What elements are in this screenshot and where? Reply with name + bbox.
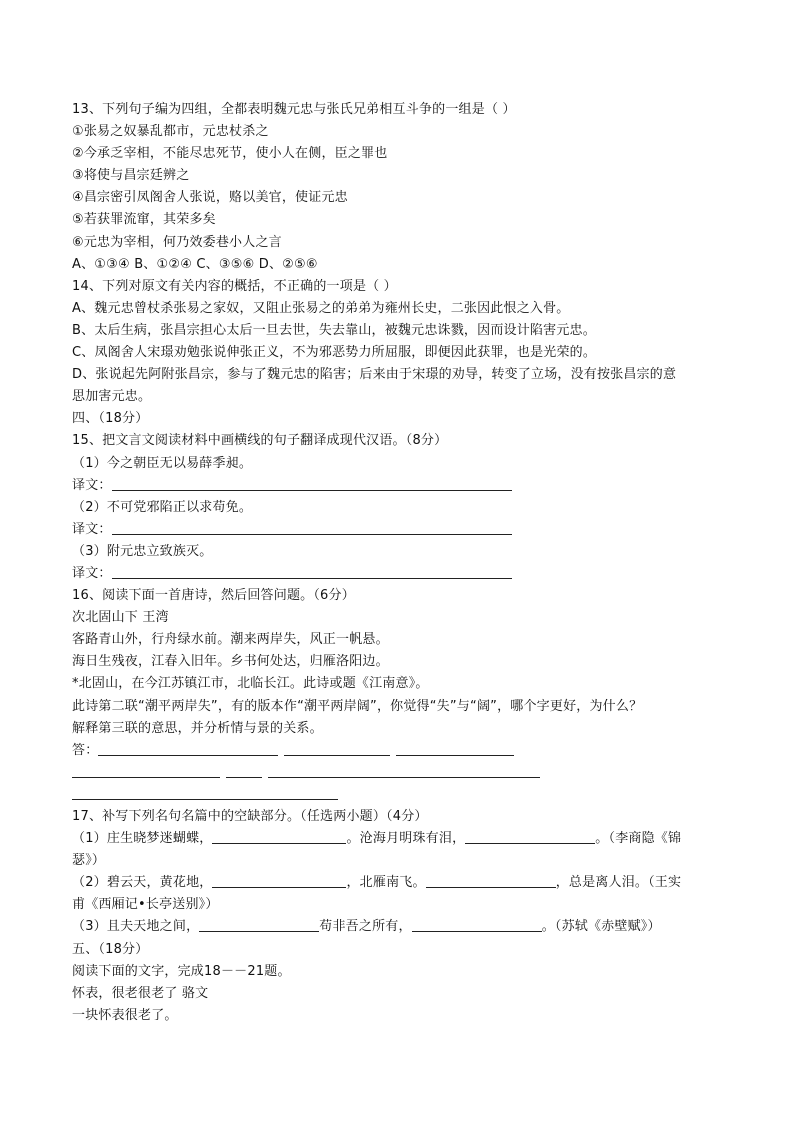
q17-text: 。（苏轼《赤壁赋》） bbox=[541, 919, 661, 935]
question-17-stem: 17、补写下列名句名篇中的空缺部分。（任选两小题）（4分） bbox=[72, 809, 428, 824]
fill-blank[interactable] bbox=[426, 873, 556, 888]
answer-blank[interactable] bbox=[226, 763, 262, 778]
q16-ask-2: 解释第三联的意思，并分析情与景的关系。 bbox=[72, 720, 323, 736]
q17-text: （3）且夫天地之间， bbox=[72, 919, 200, 935]
q15-answer-3 bbox=[72, 563, 732, 585]
q17-text: （2）碧云天，黄花地， bbox=[72, 875, 213, 891]
q16-answer-line-3 bbox=[72, 784, 732, 806]
reading-instruction: 阅读下面的文字，完成18－－21题。 bbox=[72, 963, 291, 979]
answer-blank[interactable] bbox=[284, 741, 390, 756]
poem-line-1: 客路青山外，行舟绿水前。潮来两岸失，风正一帆悬。 bbox=[72, 632, 389, 648]
q14-option-c: C、凤阁舍人宋璟劝勉张说伸张正义，不为邪恶势力所屈服，即便因此获罪，也是光荣的。 bbox=[72, 345, 597, 361]
q15-sentence-1: （1）今之朝臣无以易薛季昶。 bbox=[72, 455, 253, 471]
article-title: 怀表，很老很老了 骆文 bbox=[72, 985, 209, 1001]
answer-blank[interactable] bbox=[72, 763, 220, 778]
poem-title: 次北固山下 王湾 bbox=[72, 610, 169, 626]
question-16-stem: 16、阅读下面一首唐诗，然后回答问题。（6分） bbox=[72, 588, 355, 604]
q17-item-3 bbox=[72, 916, 732, 938]
q17-item-1 bbox=[72, 828, 732, 850]
q13-options: A、①③④ B、①②④ C、③⑤⑥ D、②⑤⑥ bbox=[72, 256, 318, 272]
q17-item-2-cont: 甫《西厢记•长亭送别》） bbox=[72, 897, 219, 913]
q17-item-2 bbox=[72, 872, 732, 894]
q17-text: （1）庄生晓梦迷蝴蝶， bbox=[72, 831, 213, 847]
q13-item-1: ①张易之奴暴乱都市，元忠杖杀之 bbox=[72, 124, 269, 140]
q17-text: 。（李商隐《锦 bbox=[595, 831, 682, 847]
answer-blank[interactable] bbox=[72, 785, 338, 800]
fill-blank[interactable] bbox=[212, 873, 346, 888]
section-5-heading: 五、（18分） bbox=[72, 941, 149, 957]
exam-page bbox=[72, 99, 732, 1027]
q16-answer-line-2 bbox=[72, 762, 732, 784]
q14-option-d: D、张说起先阿附张昌宗，参与了魏元忠的陷害；后来由于宋璟的劝导，转变了立场，没有按张昌宗的意 bbox=[72, 367, 677, 383]
q17-item-1-cont: 瑟》） bbox=[72, 853, 106, 869]
fill-blank[interactable] bbox=[412, 917, 542, 932]
q16-ask-1: 此诗第二联“潮平两岸失”，有的版本作“潮平两岸阔”，你觉得“失”与“阔”，哪个字更好，为什么？ bbox=[72, 698, 643, 714]
answer-blank[interactable] bbox=[396, 741, 514, 756]
question-13-stem: 13、下列句子编为四组，全都表明魏元忠与张氏兄弟相互斗争的一组是（ ） bbox=[72, 102, 516, 117]
answer-label: 译文： bbox=[72, 477, 112, 493]
q15-sentence-2: （2）不可党邪陷正以求苟免。 bbox=[72, 499, 253, 515]
q13-item-5: ⑤若获罪流窜，其荣多矣 bbox=[72, 212, 216, 228]
q14-option-a: A、魏元忠曾杖杀张易之家奴，又阻止张易之的弟弟为雍州长史，二张因此恨之入骨。 bbox=[72, 300, 570, 316]
answer-label: 译文： bbox=[72, 565, 112, 581]
question-14-stem: 14、下列对原文有关内容的概括，不正确的一项是（ ） bbox=[72, 278, 397, 294]
poem-line-2: 海日生残夜，江春入旧年。乡书何处达，归雁洛阳边。 bbox=[72, 654, 389, 670]
q17-text: ，总是离人泪。（王实 bbox=[555, 875, 682, 891]
q14-option-d-cont: 思加害元忠。 bbox=[72, 389, 152, 405]
q13-item-3: ③将使与昌宗廷辨之 bbox=[72, 168, 190, 184]
fill-blank[interactable] bbox=[199, 917, 319, 932]
q13-item-6: ⑥元忠为宰相，何乃效委巷小人之言 bbox=[72, 234, 282, 250]
poem-note: *北固山，在今江苏镇江市，北临长江。此诗或题《江南意》。 bbox=[72, 676, 429, 692]
fill-blank[interactable] bbox=[465, 829, 595, 844]
answer-blank[interactable] bbox=[98, 741, 278, 756]
question-15-stem: 15、把文言文阅读材料中画横线的句子翻译成现代汉语。（8分） bbox=[72, 433, 448, 449]
fill-blank[interactable] bbox=[212, 829, 346, 844]
q13-item-2: ②今承乏宰相，不能尽忠死节，使小人在侧，臣之罪也 bbox=[72, 146, 388, 162]
answer-blank[interactable] bbox=[112, 520, 512, 535]
answer-blank[interactable] bbox=[112, 564, 512, 579]
q15-answer-2 bbox=[72, 519, 732, 541]
q17-text: 苟非吾之所有， bbox=[319, 919, 412, 935]
q15-answer-1 bbox=[72, 475, 732, 497]
q14-option-b: B、太后生病，张昌宗担心太后一旦去世，失去靠山，被魏元忠诛戮，因而设计陷害元忠。 bbox=[72, 322, 596, 338]
article-first-line: 一块怀表很老了。 bbox=[72, 1007, 178, 1023]
answer-label: 译文： bbox=[72, 521, 112, 537]
answer-blank[interactable] bbox=[112, 476, 512, 491]
q17-text: 。沧海月明珠有泪， bbox=[346, 831, 466, 847]
q16-answer-line-1 bbox=[72, 740, 732, 762]
q15-sentence-3: （3）附元忠立致族灭。 bbox=[72, 543, 213, 559]
q17-text: ，北雁南飞。 bbox=[346, 875, 426, 891]
q13-item-4: ④昌宗密引凤阁舍人张说，赂以美官，使证元忠 bbox=[72, 190, 348, 206]
answer-blank[interactable] bbox=[268, 763, 540, 778]
section-4-heading: 四、（18分） bbox=[72, 411, 149, 427]
answer-label: 答： bbox=[72, 742, 99, 758]
